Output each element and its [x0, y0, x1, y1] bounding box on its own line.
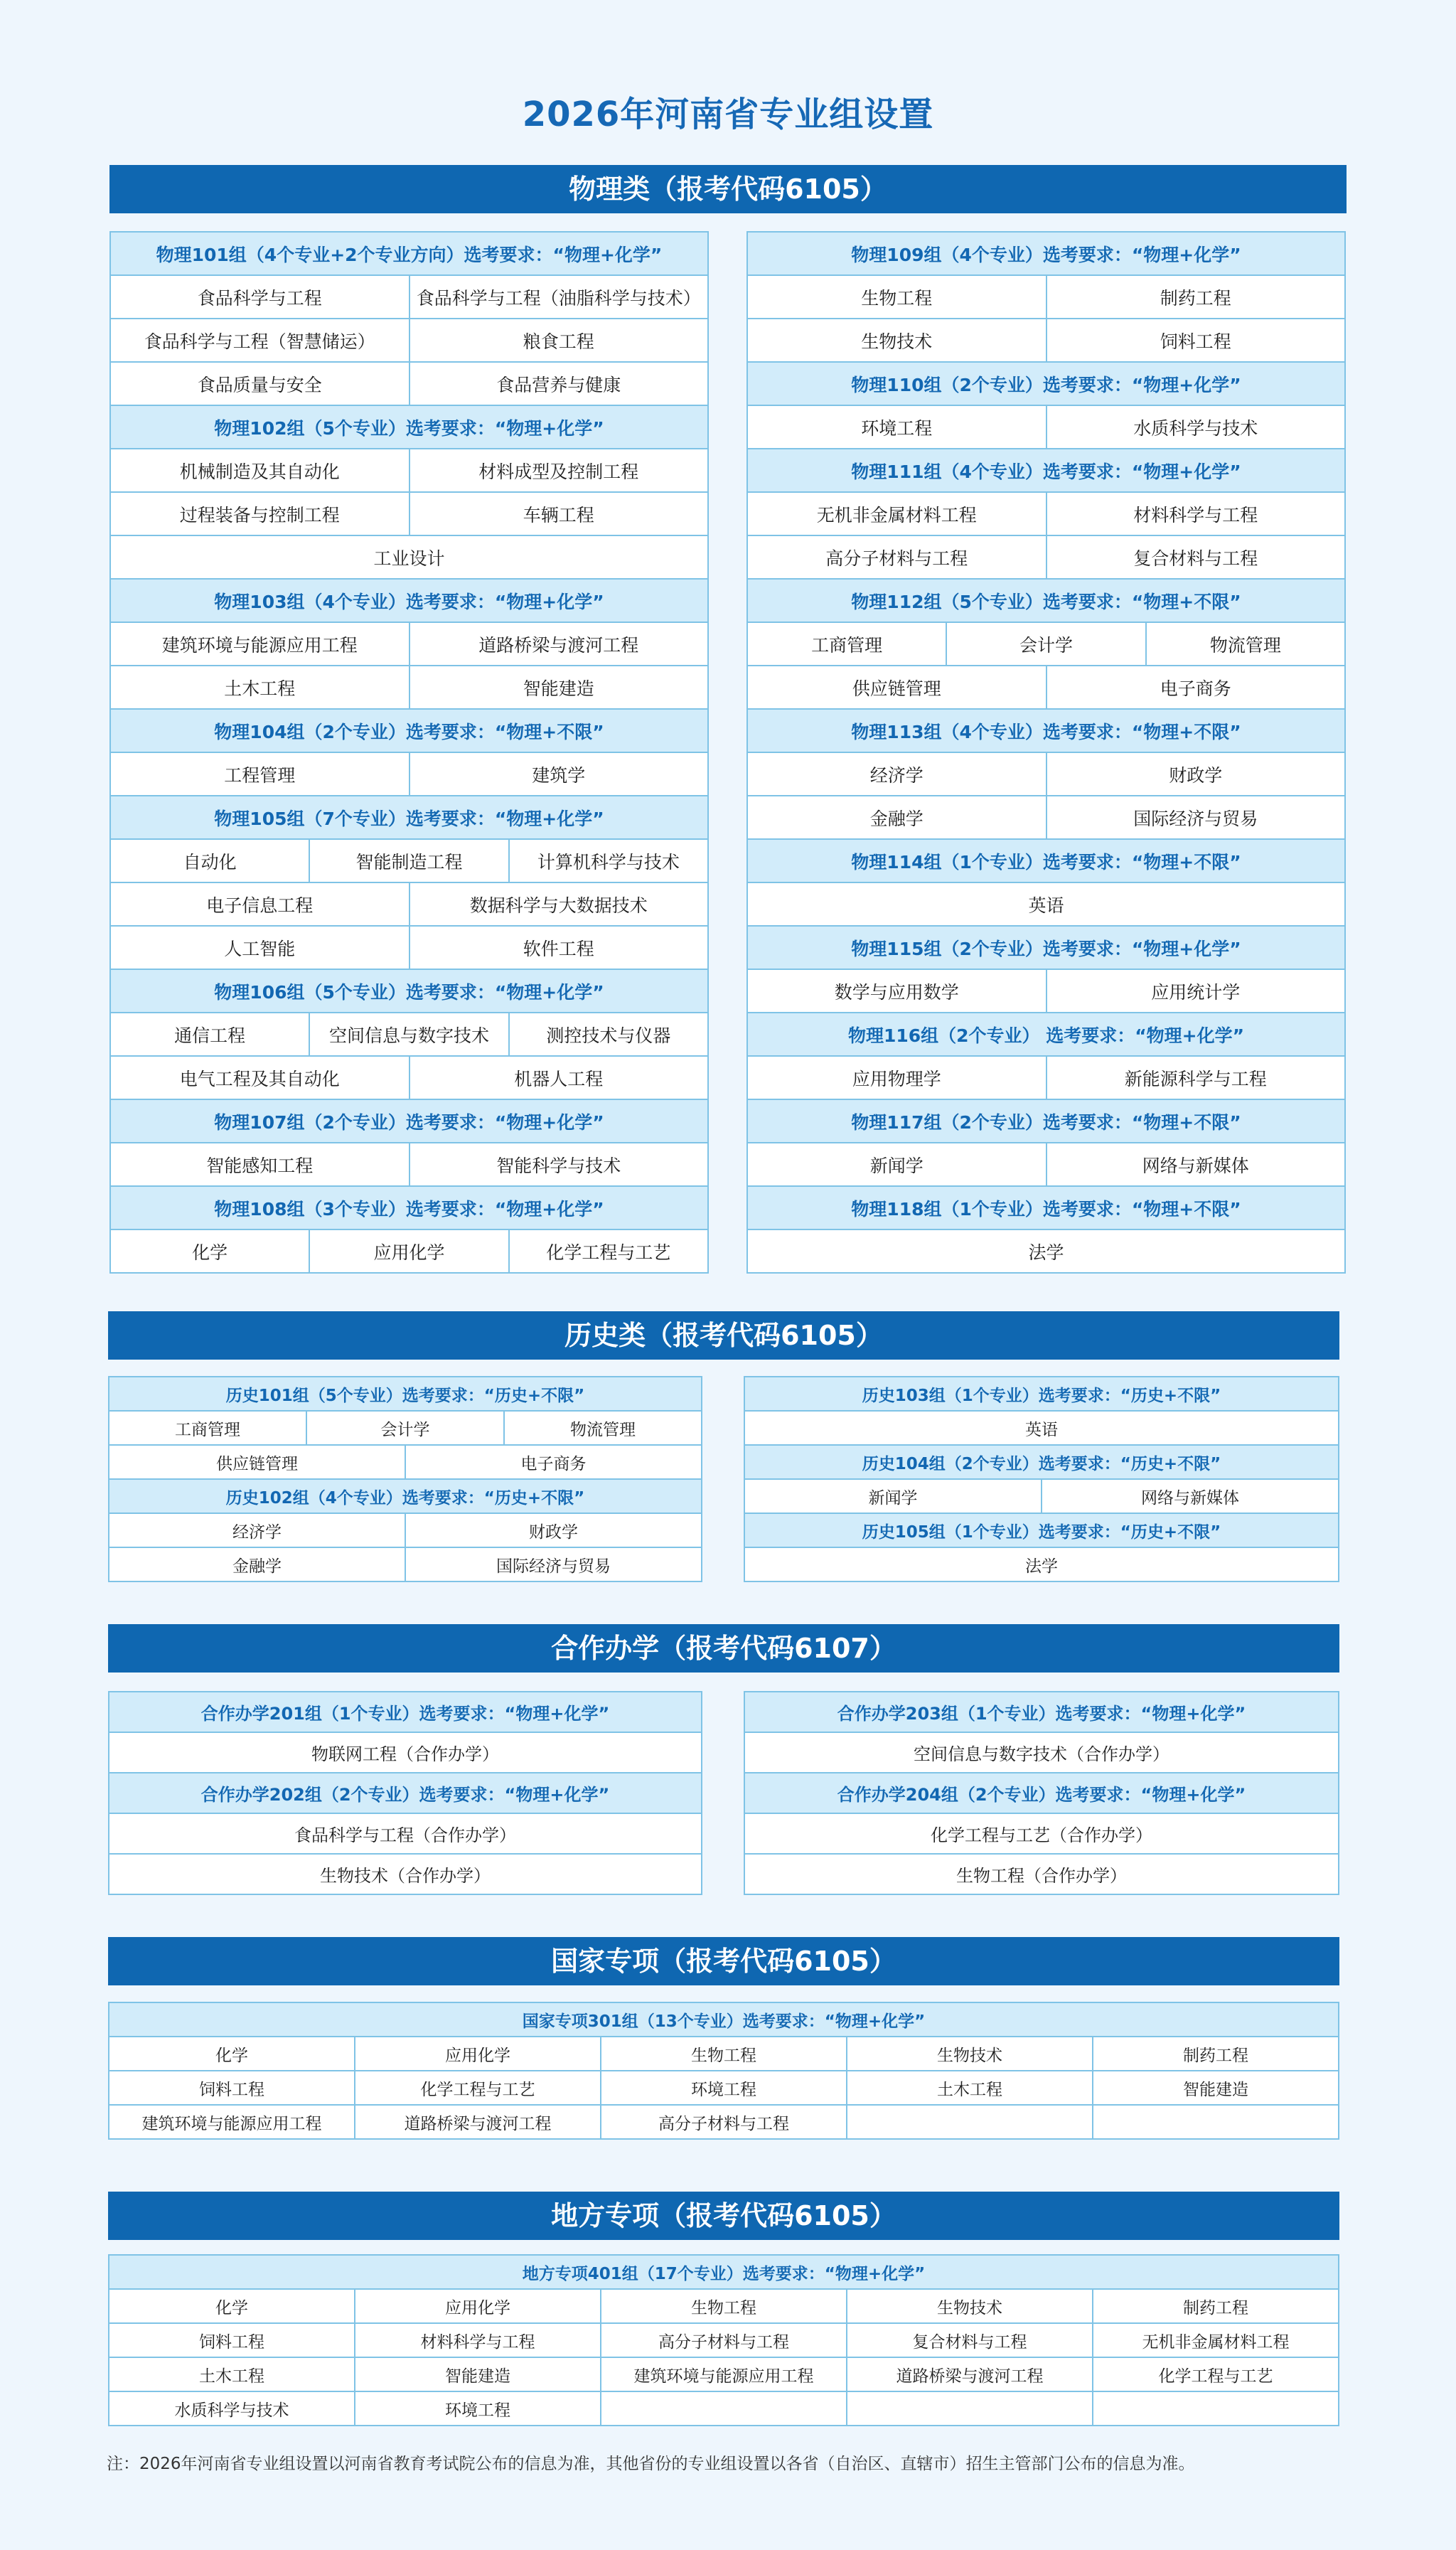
major-cell: 经济学: [748, 753, 1046, 795]
major-cell: 新闻学: [748, 1143, 1046, 1185]
group-header: 物理107组（2个专业）选考要求：“物理+化学”: [111, 1100, 707, 1143]
major-cell: 车辆工程: [409, 493, 708, 535]
major-row: [748, 493, 1344, 536]
major-row: [111, 1013, 707, 1057]
major-cell: 应用统计学: [1046, 970, 1345, 1012]
major-cell: 生物技术: [748, 319, 1046, 361]
major-row: [111, 319, 707, 363]
group-header: 物理110组（2个专业）选考要求：“物理+化学”: [748, 363, 1344, 406]
major-cell: 数学与应用数学: [748, 970, 1046, 1012]
major-row: [111, 536, 707, 580]
major-cell: 高分子材料与工程: [748, 536, 1046, 578]
major-cell: 生物技术（合作办学）: [109, 1855, 701, 1894]
major-cell: 财政学: [405, 1514, 701, 1547]
page-title: 2026年河南省专业组设置: [522, 95, 934, 134]
major-cell: 水质科学与技术: [109, 2392, 354, 2425]
major-row: [109, 1446, 701, 1480]
major-cell: 供应链管理: [109, 1446, 405, 1478]
major-cell: 财政学: [1046, 753, 1345, 795]
major-cell: 电气工程及其自动化: [111, 1057, 409, 1099]
major-cell: 网络与新媒体: [1041, 1480, 1338, 1513]
group-header: 合作办学202组（2个专业）选考要求：“物理+化学”: [109, 1773, 701, 1814]
major-cell: 建筑环境与能源应用工程: [109, 2106, 354, 2138]
group-header: 物理112组（5个专业）选考要求：“物理+不限”: [748, 580, 1344, 623]
major-row: [111, 840, 707, 883]
major-cell: 建筑环境与能源应用工程: [111, 623, 409, 665]
major-cell: 国际经济与贸易: [1046, 796, 1345, 838]
major-cell: 新闻学: [745, 1480, 1041, 1513]
major-row: [748, 883, 1344, 927]
major-row: [748, 1143, 1344, 1187]
major-row: [748, 623, 1344, 666]
major-cell: 环境工程: [354, 2392, 600, 2425]
major-cell: 制药工程: [1092, 2037, 1338, 2070]
group-header: 物理101组（4个专业+2个专业方向）选考要求：“物理+化学”: [111, 233, 707, 276]
major-row: [109, 2358, 1338, 2392]
major-cell: 无机非金属材料工程: [1092, 2324, 1338, 2357]
major-row: [109, 1412, 701, 1446]
major-cell: 空间信息与数字技术（合作办学）: [745, 1733, 1338, 1772]
major-cell: 化学工程与工艺: [1092, 2358, 1338, 2391]
major-cell: 生物工程: [600, 2290, 846, 2322]
major-cell: 人工智能: [111, 927, 409, 969]
group-column: [744, 1691, 1339, 1895]
major-cell: 应用物理学: [748, 1057, 1046, 1099]
major-cell: 道路桥梁与渡河工程: [846, 2358, 1092, 2391]
major-cell: 复合材料与工程: [846, 2324, 1092, 2357]
major-row: [111, 449, 707, 493]
group-header: 地方专项401组（17个专业）选考要求：“物理+化学”: [109, 2256, 1338, 2290]
major-row: [109, 2071, 1338, 2106]
section-banner: 物理类（报考代码6105）: [109, 165, 1347, 213]
group-header: 物理113组（4个专业）选考要求：“物理+不限”: [748, 710, 1344, 753]
major-cell: 化学: [109, 2290, 354, 2322]
major-cell: 数据科学与大数据技术: [409, 883, 708, 925]
group-header: 历史104组（2个专业）选考要求：“历史+不限”: [745, 1446, 1338, 1480]
major-cell: 金融学: [748, 796, 1046, 838]
group-header: 历史101组（5个专业）选考要求：“历史+不限”: [109, 1377, 701, 1412]
major-row: [111, 493, 707, 536]
major-cell: 高分子材料与工程: [600, 2106, 846, 2138]
major-row: [111, 1057, 707, 1100]
major-row: [111, 623, 707, 666]
group-header: 物理118组（1个专业）选考要求：“物理+不限”: [748, 1187, 1344, 1230]
major-row: [745, 1733, 1338, 1773]
major-row: [111, 276, 707, 319]
major-cell: 物联网工程（合作办学）: [109, 1733, 701, 1772]
group-column: [108, 2002, 1339, 2140]
major-row: [109, 1733, 701, 1773]
major-cell: 自动化: [111, 840, 309, 882]
major-cell: 物流管理: [1145, 623, 1344, 665]
major-cell: 制药工程: [1046, 276, 1345, 318]
major-cell: 法学: [745, 1548, 1338, 1581]
major-cell: 食品科学与工程（油脂科学与技术）: [409, 276, 708, 318]
group-header: 物理114组（1个专业）选考要求：“物理+不限”: [748, 840, 1344, 883]
major-cell: 环境工程: [748, 406, 1046, 448]
major-row: [111, 1230, 707, 1274]
group-header: 物理108组（3个专业）选考要求：“物理+化学”: [111, 1187, 707, 1230]
major-cell: 经济学: [109, 1514, 405, 1547]
group-header: 物理109组（4个专业）选考要求：“物理+化学”: [748, 233, 1344, 276]
major-cell: 智能科学与技术: [409, 1143, 708, 1185]
major-row: [745, 1814, 1338, 1855]
major-cell: 软件工程: [409, 927, 708, 969]
major-row: [748, 1057, 1344, 1100]
major-cell: 无机非金属材料工程: [748, 493, 1046, 535]
group-header: 历史103组（1个专业）选考要求：“历史+不限”: [745, 1377, 1338, 1412]
major-cell: 饲料工程: [109, 2324, 354, 2357]
major-cell: 材料成型及控制工程: [409, 449, 708, 491]
major-cell: 工商管理: [109, 1412, 306, 1444]
major-row: [748, 536, 1344, 580]
major-cell: 生物工程（合作办学）: [745, 1855, 1338, 1894]
major-cell: 通信工程: [111, 1013, 309, 1055]
major-cell: 供应链管理: [748, 666, 1046, 708]
major-cell: 化学: [109, 2037, 354, 2070]
major-cell: 生物技术: [846, 2290, 1092, 2322]
major-cell: 智能建造: [354, 2358, 600, 2391]
major-cell: 智能建造: [409, 666, 708, 708]
major-cell: 食品科学与工程（智慧储运）: [111, 319, 409, 361]
major-cell: 土木工程: [846, 2071, 1092, 2104]
major-row: [748, 406, 1344, 449]
group-column: [746, 231, 1346, 1274]
major-cell: 复合材料与工程: [1046, 536, 1345, 578]
major-row: [109, 1814, 701, 1855]
major-row: [748, 1230, 1344, 1274]
group-header: 国家专项301组（13个专业）选考要求：“物理+化学”: [109, 2003, 1338, 2037]
major-row: [109, 1855, 701, 1895]
major-row: [748, 796, 1344, 840]
section-banner: 国家专项（报考代码6105）: [108, 1937, 1339, 1985]
major-row: [111, 363, 707, 406]
major-cell: 道路桥梁与渡河工程: [354, 2106, 600, 2138]
major-row: [111, 666, 707, 710]
major-cell: [1092, 2392, 1338, 2425]
major-cell: 英语: [748, 883, 1344, 925]
major-cell: 建筑环境与能源应用工程: [600, 2358, 846, 2391]
major-row: [109, 2324, 1338, 2358]
group-header: 合作办学204组（2个专业）选考要求：“物理+化学”: [745, 1773, 1338, 1814]
group-header: 合作办学201组（1个专业）选考要求：“物理+化学”: [109, 1692, 701, 1733]
major-cell: 网络与新媒体: [1046, 1143, 1345, 1185]
section-banner: 历史类（报考代码6105）: [108, 1311, 1339, 1360]
group-header: 物理115组（2个专业）选考要求：“物理+化学”: [748, 927, 1344, 970]
major-row: [109, 1514, 701, 1548]
major-cell: 测控技术与仪器: [508, 1013, 707, 1055]
group-header: 物理117组（2个专业）选考要求：“物理+不限”: [748, 1100, 1344, 1143]
major-row: [109, 2392, 1338, 2426]
major-row: [111, 753, 707, 796]
major-row: [745, 1855, 1338, 1895]
major-cell: 化学工程与工艺: [508, 1230, 707, 1272]
group-header: 物理104组（2个专业）选考要求：“物理+不限”: [111, 710, 707, 753]
major-row: [111, 883, 707, 927]
group-column: [108, 1376, 702, 1582]
major-cell: 饲料工程: [109, 2071, 354, 2104]
major-cell: 粮食工程: [409, 319, 708, 361]
major-row: [748, 276, 1344, 319]
group-header: 物理116组（2个专业） 选考要求：“物理+化学”: [748, 1013, 1344, 1057]
group-header: 物理111组（4个专业）选考要求：“物理+化学”: [748, 449, 1344, 493]
major-cell: 空间信息与数字技术: [309, 1013, 508, 1055]
major-cell: 饲料工程: [1046, 319, 1345, 361]
major-cell: 生物技术: [846, 2037, 1092, 2070]
major-cell: 应用化学: [354, 2037, 600, 2070]
major-cell: 制药工程: [1092, 2290, 1338, 2322]
major-cell: 会计学: [946, 623, 1145, 665]
major-cell: 物流管理: [503, 1412, 701, 1444]
group-column: [108, 2254, 1339, 2426]
major-cell: 环境工程: [600, 2071, 846, 2104]
group-header: 物理102组（5个专业）选考要求：“物理+化学”: [111, 406, 707, 449]
group-header: 历史102组（4个专业）选考要求：“历史+不限”: [109, 1480, 701, 1514]
major-cell: 化学工程与工艺（合作办学）: [745, 1814, 1338, 1853]
major-cell: 机器人工程: [409, 1057, 708, 1099]
major-cell: 会计学: [306, 1412, 503, 1444]
major-cell: 法学: [748, 1230, 1344, 1272]
major-row: [111, 1143, 707, 1187]
group-header: 物理103组（4个专业）选考要求：“物理+化学”: [111, 580, 707, 623]
major-cell: 新能源科学与工程: [1046, 1057, 1345, 1099]
major-cell: 电子商务: [405, 1446, 701, 1478]
major-cell: 过程装备与控制工程: [111, 493, 409, 535]
major-cell: 建筑学: [409, 753, 708, 795]
major-cell: 高分子材料与工程: [600, 2324, 846, 2357]
major-cell: 电子商务: [1046, 666, 1345, 708]
major-cell: 生物工程: [748, 276, 1046, 318]
major-cell: 工商管理: [748, 623, 946, 665]
major-cell: 电子信息工程: [111, 883, 409, 925]
group-column: [108, 1691, 702, 1895]
major-cell: 工业设计: [111, 536, 707, 578]
major-row: [745, 1548, 1338, 1582]
major-cell: 化学: [111, 1230, 309, 1272]
major-cell: [846, 2106, 1092, 2138]
major-cell: 食品营养与健康: [409, 363, 708, 405]
group-header: 物理106组（5个专业）选考要求：“物理+化学”: [111, 970, 707, 1013]
major-cell: 材料科学与工程: [1046, 493, 1345, 535]
major-cell: 计算机科学与技术: [508, 840, 707, 882]
major-cell: 水质科学与技术: [1046, 406, 1345, 448]
major-cell: 智能建造: [1092, 2071, 1338, 2104]
major-row: [109, 2106, 1338, 2140]
major-row: [748, 970, 1344, 1013]
major-row: [748, 666, 1344, 710]
major-cell: [600, 2392, 846, 2425]
group-header: 历史105组（1个专业）选考要求：“历史+不限”: [745, 1514, 1338, 1548]
major-row: [109, 2037, 1338, 2071]
major-cell: 材料科学与工程: [354, 2324, 600, 2357]
major-row: [745, 1412, 1338, 1446]
major-row: [745, 1480, 1338, 1514]
major-cell: 金融学: [109, 1548, 405, 1581]
major-cell: 化学工程与工艺: [354, 2071, 600, 2104]
section-banner: 地方专项（报考代码6105）: [108, 2192, 1339, 2240]
section-banner: 合作办学（报考代码6107）: [108, 1624, 1339, 1673]
major-cell: 食品质量与安全: [111, 363, 409, 405]
major-cell: [1092, 2106, 1338, 2138]
major-cell: 应用化学: [309, 1230, 508, 1272]
group-column: [744, 1376, 1339, 1582]
footnote: 注：2026年河南省专业组设置以河南省教育考试院公布的信息为准，其他省份的专业组设置以各省（自治区、直辖市）招生主管部门公布的信息为准。: [107, 2455, 1195, 2473]
major-row: [109, 2290, 1338, 2324]
major-cell: 机械制造及其自动化: [111, 449, 409, 491]
group-header: 物理105组（7个专业）选考要求：“物理+化学”: [111, 796, 707, 840]
major-cell: 智能制造工程: [309, 840, 508, 882]
major-cell: 土木工程: [109, 2358, 354, 2391]
major-cell: 工程管理: [111, 753, 409, 795]
major-row: [748, 319, 1344, 363]
major-cell: 应用化学: [354, 2290, 600, 2322]
major-cell: 道路桥梁与渡河工程: [409, 623, 708, 665]
major-cell: 智能感知工程: [111, 1143, 409, 1185]
major-cell: 生物工程: [600, 2037, 846, 2070]
major-cell: 食品科学与工程: [111, 276, 409, 318]
major-cell: 食品科学与工程（合作办学）: [109, 1814, 701, 1853]
major-cell: 土木工程: [111, 666, 409, 708]
major-row: [111, 927, 707, 970]
major-row: [748, 753, 1344, 796]
major-cell: [846, 2392, 1092, 2425]
major-cell: 英语: [745, 1412, 1338, 1444]
group-header: 合作办学203组（1个专业）选考要求：“物理+化学”: [745, 1692, 1338, 1733]
major-row: [109, 1548, 701, 1582]
group-column: [109, 231, 709, 1274]
major-cell: 国际经济与贸易: [405, 1548, 701, 1581]
